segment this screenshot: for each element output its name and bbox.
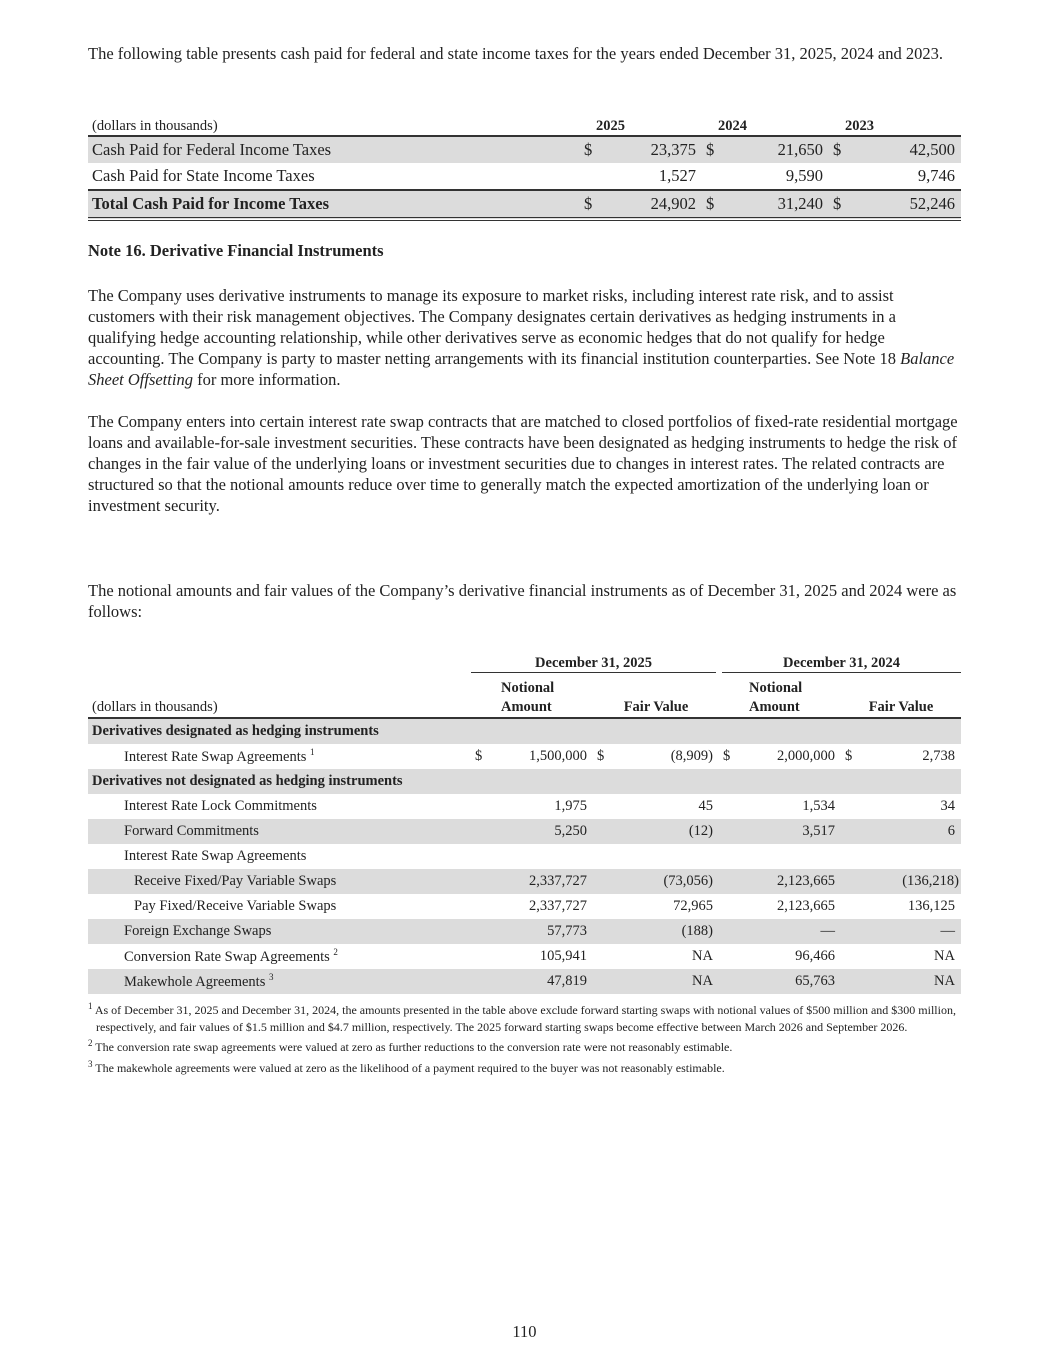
currency-symbol: $ xyxy=(702,136,724,163)
column-header-row xyxy=(88,673,961,719)
value-cell: 45 xyxy=(698,798,713,814)
row-label: Foreign Exchange Swaps xyxy=(88,919,471,944)
value-cell: 65,763 xyxy=(741,969,841,994)
year-header: 2023 xyxy=(829,115,961,136)
table-row xyxy=(88,819,961,844)
currency-symbol: $ xyxy=(475,748,483,764)
value-cell: 105,941 xyxy=(539,948,587,964)
value-cell: NA xyxy=(934,948,955,964)
value-cell: 5,250 xyxy=(493,819,593,844)
value-cell: 52,246 xyxy=(851,190,961,219)
footnote-marker: 2 xyxy=(88,1038,93,1048)
footnote-marker: 3 xyxy=(268,972,274,983)
section-label: Derivatives designated as hedging instruments xyxy=(88,718,961,744)
column-header xyxy=(719,673,841,719)
value-cell: NA xyxy=(692,948,713,964)
value-cell: 47,819 xyxy=(493,969,593,994)
paragraph: The notional amounts and fair values of the Company’s derivative financial instruments as of December 31, 2025 and 2024 were as follows: xyxy=(88,581,957,621)
value-cell: 1,527 xyxy=(658,166,696,185)
footnote-marker: 1 xyxy=(88,1001,93,1011)
value-cell: 1,500,000 xyxy=(529,748,587,764)
note-title: Note 16. Derivative Financial Instruments xyxy=(88,241,384,260)
currency-symbol: $ xyxy=(597,748,605,764)
currency-symbol: $ xyxy=(580,190,602,219)
value-cell: 2,123,665 xyxy=(741,869,841,894)
value-cell: 57,773 xyxy=(493,919,593,944)
currency-symbol xyxy=(702,163,724,190)
group-header-row xyxy=(88,650,961,673)
value-cell: 2,337,727 xyxy=(529,898,587,914)
value-cell: (8,909) xyxy=(670,748,713,764)
paragraph-text: for more information. xyxy=(197,370,341,389)
section-row xyxy=(88,718,961,744)
derivatives-table xyxy=(88,650,961,994)
value-cell: 136,125 xyxy=(907,898,955,914)
row-label: Receive Fixed/Pay Variable Swaps xyxy=(88,869,471,894)
year-header: 2025 xyxy=(580,115,702,136)
value-cell: (136,218) xyxy=(841,869,961,894)
footnote-marker: 2 xyxy=(333,947,338,958)
table-header-row xyxy=(88,115,961,136)
value-cell: 34 xyxy=(940,798,955,814)
header-line: Amount xyxy=(749,699,800,715)
value-cell: 72,965 xyxy=(673,898,713,914)
row-label: Cash Paid for State Income Taxes xyxy=(92,166,315,185)
currency-symbol: $ xyxy=(702,190,724,219)
table-row xyxy=(88,944,961,969)
table-row xyxy=(88,136,961,163)
footnote xyxy=(88,1035,961,1056)
value-text: 2,738 xyxy=(922,748,955,764)
value-cell: 6 xyxy=(841,819,961,844)
footnote xyxy=(88,998,961,1035)
value-cell: 31,240 xyxy=(724,190,829,219)
value-cell: 1,534 xyxy=(802,798,835,814)
row-label: Cash Paid for Federal Income Taxes xyxy=(88,136,580,163)
value-cell: 2,337,727 xyxy=(493,869,593,894)
row-label: Interest Rate Lock Commitments xyxy=(124,798,317,814)
total-row xyxy=(88,190,961,219)
value-cell: (73,056) xyxy=(615,869,719,894)
column-header: Fair Value xyxy=(841,673,961,719)
currency-symbol: $ xyxy=(829,136,851,163)
header-line: Amount xyxy=(501,699,552,715)
row-label-text: Interest Rate Swap Agreements xyxy=(124,748,307,765)
value-cell: 9,746 xyxy=(917,166,955,185)
value-cell: (12) xyxy=(615,819,719,844)
section-row xyxy=(88,769,961,794)
row-label: Pay Fixed/Receive Variable Swaps xyxy=(134,898,337,914)
row-label xyxy=(88,969,471,994)
table-row xyxy=(88,894,961,919)
value-cell: 2,000,000 xyxy=(777,748,835,764)
paragraph xyxy=(88,285,961,390)
value-cell: 3,517 xyxy=(741,819,841,844)
currency-symbol: $ xyxy=(723,748,731,764)
paragraph: The Company enters into certain interest rate swap contracts that are matched to closed portfolios of fixed-rate residential mortgage loans and available-for-sale investment securities. These contracts have been designated as hedging instruments to hedge the risk of changes in the fair value of the underlying loans or investment securities due to changes in interest rates. The related contracts are structured so that the notional amounts reduce over time to generally match the expected amortization of the underlying loan or investment security. xyxy=(88,412,958,515)
table-row xyxy=(88,794,961,819)
group-header: December 31, 2025 xyxy=(471,650,719,673)
header-line: Notional xyxy=(749,680,803,696)
column-header: Fair Value xyxy=(593,673,719,719)
value-cell xyxy=(841,744,961,769)
unit-label: (dollars in thousands) xyxy=(88,673,471,719)
table-row xyxy=(88,969,961,994)
table-row xyxy=(88,869,961,894)
value-cell: 23,375 xyxy=(602,136,702,163)
footnote xyxy=(88,1056,961,1077)
footnote-text: As of December 31, 2025 and December 31, 2024, the amounts presented in the table above exclude forward starting swaps with notional values of $500 million and $300 million, respectively, and fair values of $1.5 million and $4.7 million, respectively. The 2025 forward starting swaps become effective between March 2026 and September 2026. xyxy=(94,1003,956,1034)
value-cell: 9,590 xyxy=(785,166,823,185)
value-cell: (188) xyxy=(615,919,719,944)
value-cell: 24,902 xyxy=(602,190,702,219)
value-cell: NA xyxy=(615,969,719,994)
page-number: 110 xyxy=(512,1322,537,1341)
value-cell: — xyxy=(841,919,961,944)
table-row xyxy=(88,163,961,190)
value-cell: 42,500 xyxy=(851,136,961,163)
currency-symbol xyxy=(580,163,602,190)
table-row xyxy=(88,744,961,769)
footnote-text: The makewhole agreements were valued at zero as the likelihood of a payment required to the buyer was not reasonably estimable. xyxy=(95,1060,725,1075)
paragraph-text: The Company uses derivative instruments to manage its exposure to market risks, including interest rate risk, and to assist customers with their risk management objectives. The Company designates certain derivatives as hedging instruments in a qualifying hedge accounting relationship, while other derivatives serve as economic hedges that do not qualify for hedge accounting. The Company is party to master netting arrangements with its financial institution counterparties. See Note 18 xyxy=(88,286,897,368)
column-header xyxy=(471,673,593,719)
value-cell: — xyxy=(741,919,841,944)
header-line: Notional xyxy=(501,680,555,696)
value-cell: 1,975 xyxy=(554,798,587,814)
currency-symbol: $ xyxy=(829,190,851,219)
value-cell: 2,123,665 xyxy=(777,898,835,914)
footnote-marker: 3 xyxy=(88,1058,93,1069)
income-tax-table xyxy=(88,115,961,221)
intro-paragraph: The following table presents cash paid for federal and state income taxes for the years ended December 31, 2025, 2024 and 2023. xyxy=(88,44,943,63)
row-label-text: Conversion Rate Swap Agreements xyxy=(124,948,330,965)
footnote-text: The conversion rate swap agreements were valued at zero as further reductions to the conversion rate were not reasonably estimable. xyxy=(95,1040,733,1054)
row-label: Forward Commitments xyxy=(88,819,471,844)
currency-symbol: $ xyxy=(845,748,853,764)
table-row xyxy=(88,844,961,869)
row-label xyxy=(88,744,471,769)
row-label xyxy=(88,944,471,969)
unit-label: (dollars in thousands) xyxy=(88,115,580,136)
row-label: Interest Rate Swap Agreements xyxy=(124,848,307,864)
group-header: December 31, 2024 xyxy=(719,650,961,673)
footnotes xyxy=(88,998,961,1076)
reference-title: Balance Sheet Offsetting xyxy=(88,349,955,389)
value-cell: 96,466 xyxy=(795,948,835,964)
row-label-text: Makewhole Agreements xyxy=(124,973,266,990)
table-row xyxy=(88,919,961,944)
year-header: 2024 xyxy=(702,115,829,136)
currency-symbol xyxy=(829,163,851,190)
row-label: Total Cash Paid for Income Taxes xyxy=(88,190,580,219)
section-label: Derivatives not designated as hedging instruments xyxy=(88,769,961,794)
currency-symbol: $ xyxy=(580,136,602,163)
footnote-marker: 1 xyxy=(310,747,315,758)
value-cell: NA xyxy=(841,969,961,994)
value-cell: 21,650 xyxy=(724,136,829,163)
